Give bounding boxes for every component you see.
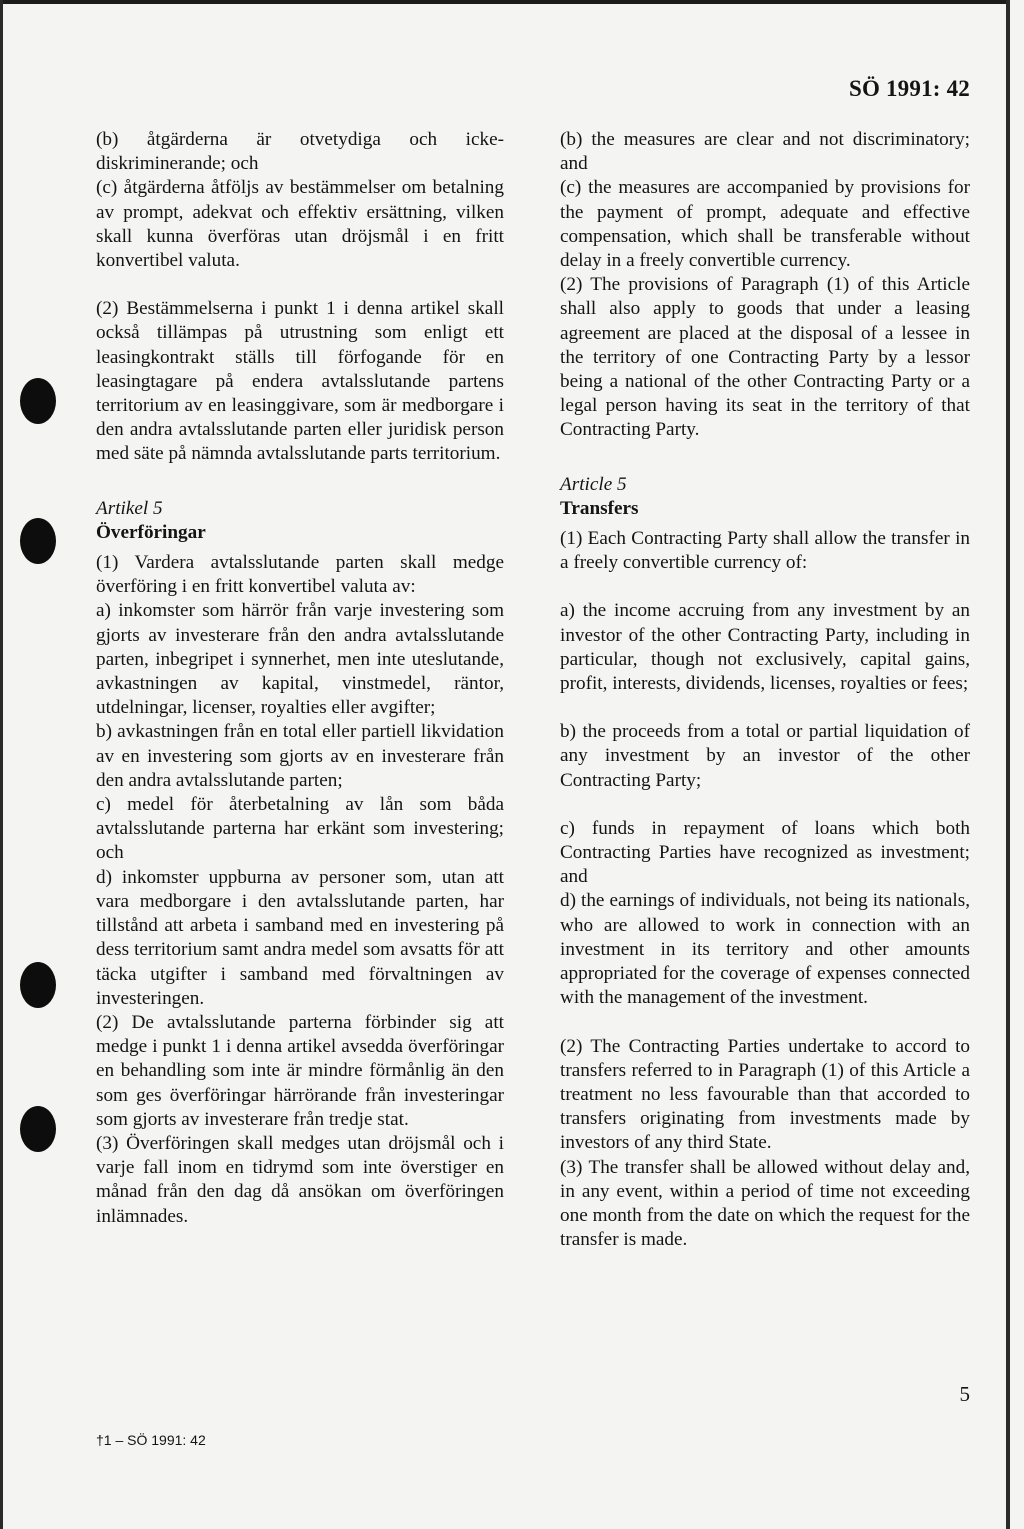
english-column bbox=[560, 128, 970, 1252]
en-art5-paragraph-1: (1) Each Contracting Party shall allow the transfer in a freely convertible currency of: bbox=[560, 528, 970, 574]
sv-paragraph-2: (2) Bestämmelserna i punkt 1 i denna artikel skall också tillämpas på utrustning som enligt ett leasingkontrakt ställs till förfogande för en leasingtagare på endera avtalsslutande partens territorium av en leasinggivare, som är medborgare i den andra avtalsslutande parten eller juridisk person med säte på nämnda avtalsslutande parts territorium. bbox=[96, 298, 504, 465]
footer-signature: †1 – SÖ 1991: 42 bbox=[96, 1432, 206, 1448]
document-reference: SÖ 1991: 42 bbox=[848, 76, 970, 101]
swedish-column bbox=[96, 128, 504, 1229]
sv-art5-paragraph-2: (2) De avtalsslutande parterna förbinder sig att medge i punkt 1 i denna artikel avsedda överföringar en behandling som inte är mindre förmånlig än den som ges överföringar härrörande från investeringar som gjorts av investerare från tredje stat. bbox=[96, 1011, 504, 1130]
punch-hole-3 bbox=[20, 962, 56, 1008]
sv-art5-item-d: d) inkomster uppburna av personer som, utan att vara medborgare i den avtalsslutande parten, har tillstånd att arbeta i samband med en investering på dess territorium samt andra medel som avsatts för att täcka utgifter i samband med förvaltningen av investeringen. bbox=[96, 866, 504, 1009]
sv-item-b: (b) åtgärderna är otvetydiga och icke-diskriminerande; och bbox=[96, 129, 504, 175]
en-article-title: Article 5 bbox=[560, 473, 627, 495]
en-art5-paragraph-2: (2) The Contracting Parties undertake to accord to transfers referred to in Paragraph (1) of this Article a treatment no less favourable than that accorded to transfers originating from investments made by investors of any third State. bbox=[560, 1035, 970, 1154]
punch-hole-2 bbox=[20, 518, 56, 564]
scan-border-left bbox=[0, 0, 3, 1529]
sv-art5-item-a: a) inkomster som härrör från varje investering som gjorts av investerare från den andra avtalsslutande parten, inbegripet i synnerhet, men inte uteslutande, avkastningen av kapital, vinstmedel, räntor, utdelningar, licenser, royalties eller avgifter; bbox=[96, 600, 504, 719]
en-art5-item-a: a) the income accruing from any investment by an investor of the other Contracting Party, including in particular, though not exclusively, capital gains, profit, interests, dividends, licenses, royalties or fees; bbox=[560, 600, 970, 695]
en-paragraph-2: (2) The provisions of Paragraph (1) of this Article shall also apply to goods that under a leasing agreement are placed at the disposal of a lessee in the territory of one Contracting Party by a lessor being a national of the other Contracting Party or a legal person having its seat in the territory of that Contracting Party. bbox=[560, 274, 970, 441]
en-art5-item-d: d) the earnings of individuals, not being its nationals, who are allowed to work in connection with an investment in its territory and other amounts appropriated for the coverage of expenses connected with the management of the investment. bbox=[560, 890, 970, 1009]
sv-art5-item-c: c) medel för återbetalning av lån som båda avtalsslutande parterna har erkänt som investering; och bbox=[96, 794, 504, 864]
punch-hole-1 bbox=[20, 378, 56, 424]
scan-border-top bbox=[0, 0, 1010, 4]
scan-border-right bbox=[1006, 0, 1010, 1529]
sv-art5-paragraph-1: (1) Vardera avtalsslutande parten skall medge överföring i en fritt konvertibel valuta av: bbox=[96, 552, 504, 598]
en-art5-item-c: c) funds in repayment of loans which both Contracting Parties have recognized as investment; and bbox=[560, 817, 970, 888]
en-article-heading: Transfers bbox=[560, 497, 639, 519]
en-item-c: (c) the measures are accompanied by provisions for the payment of prompt, adequate and effective compensation, which shall be transferable without delay in a freely convertible currency. bbox=[560, 177, 970, 272]
sv-art5-item-b: b) avkastningen från en total eller partiell likvidation av en investering som gjorts av en investerare från den andra avtalsslutande parten; bbox=[96, 721, 504, 791]
page-number: 5 bbox=[959, 1382, 970, 1406]
en-item-b: (b) the measures are clear and not discriminatory; and bbox=[560, 129, 970, 175]
sv-article-heading: Överföringar bbox=[96, 521, 206, 543]
sv-article-title: Artikel 5 bbox=[96, 497, 163, 519]
en-art5-paragraph-3: (3) The transfer shall be allowed without delay and, in any event, within a period of time not exceeding one month from the date on which the request for the transfer is made. bbox=[560, 1156, 970, 1251]
en-art5-item-b: b) the proceeds from a total or partial liquidation of any investment by an investor of the other Contracting Party; bbox=[560, 721, 970, 791]
sv-art5-paragraph-3: (3) Överföringen skall medges utan dröjsmål och i varje fall inom en tidrymd som inte överstiger en månad från den dag då ansökan om överföringen inlämnades. bbox=[96, 1132, 504, 1227]
sv-item-c: (c) åtgärderna åtföljs av bestämmelser om betalning av prompt, adekvat och effektiv ersättning, vilken skall kunna överföras utan dröjsmål i en fritt konvertibel valuta. bbox=[96, 177, 504, 272]
punch-hole-4 bbox=[20, 1106, 56, 1152]
